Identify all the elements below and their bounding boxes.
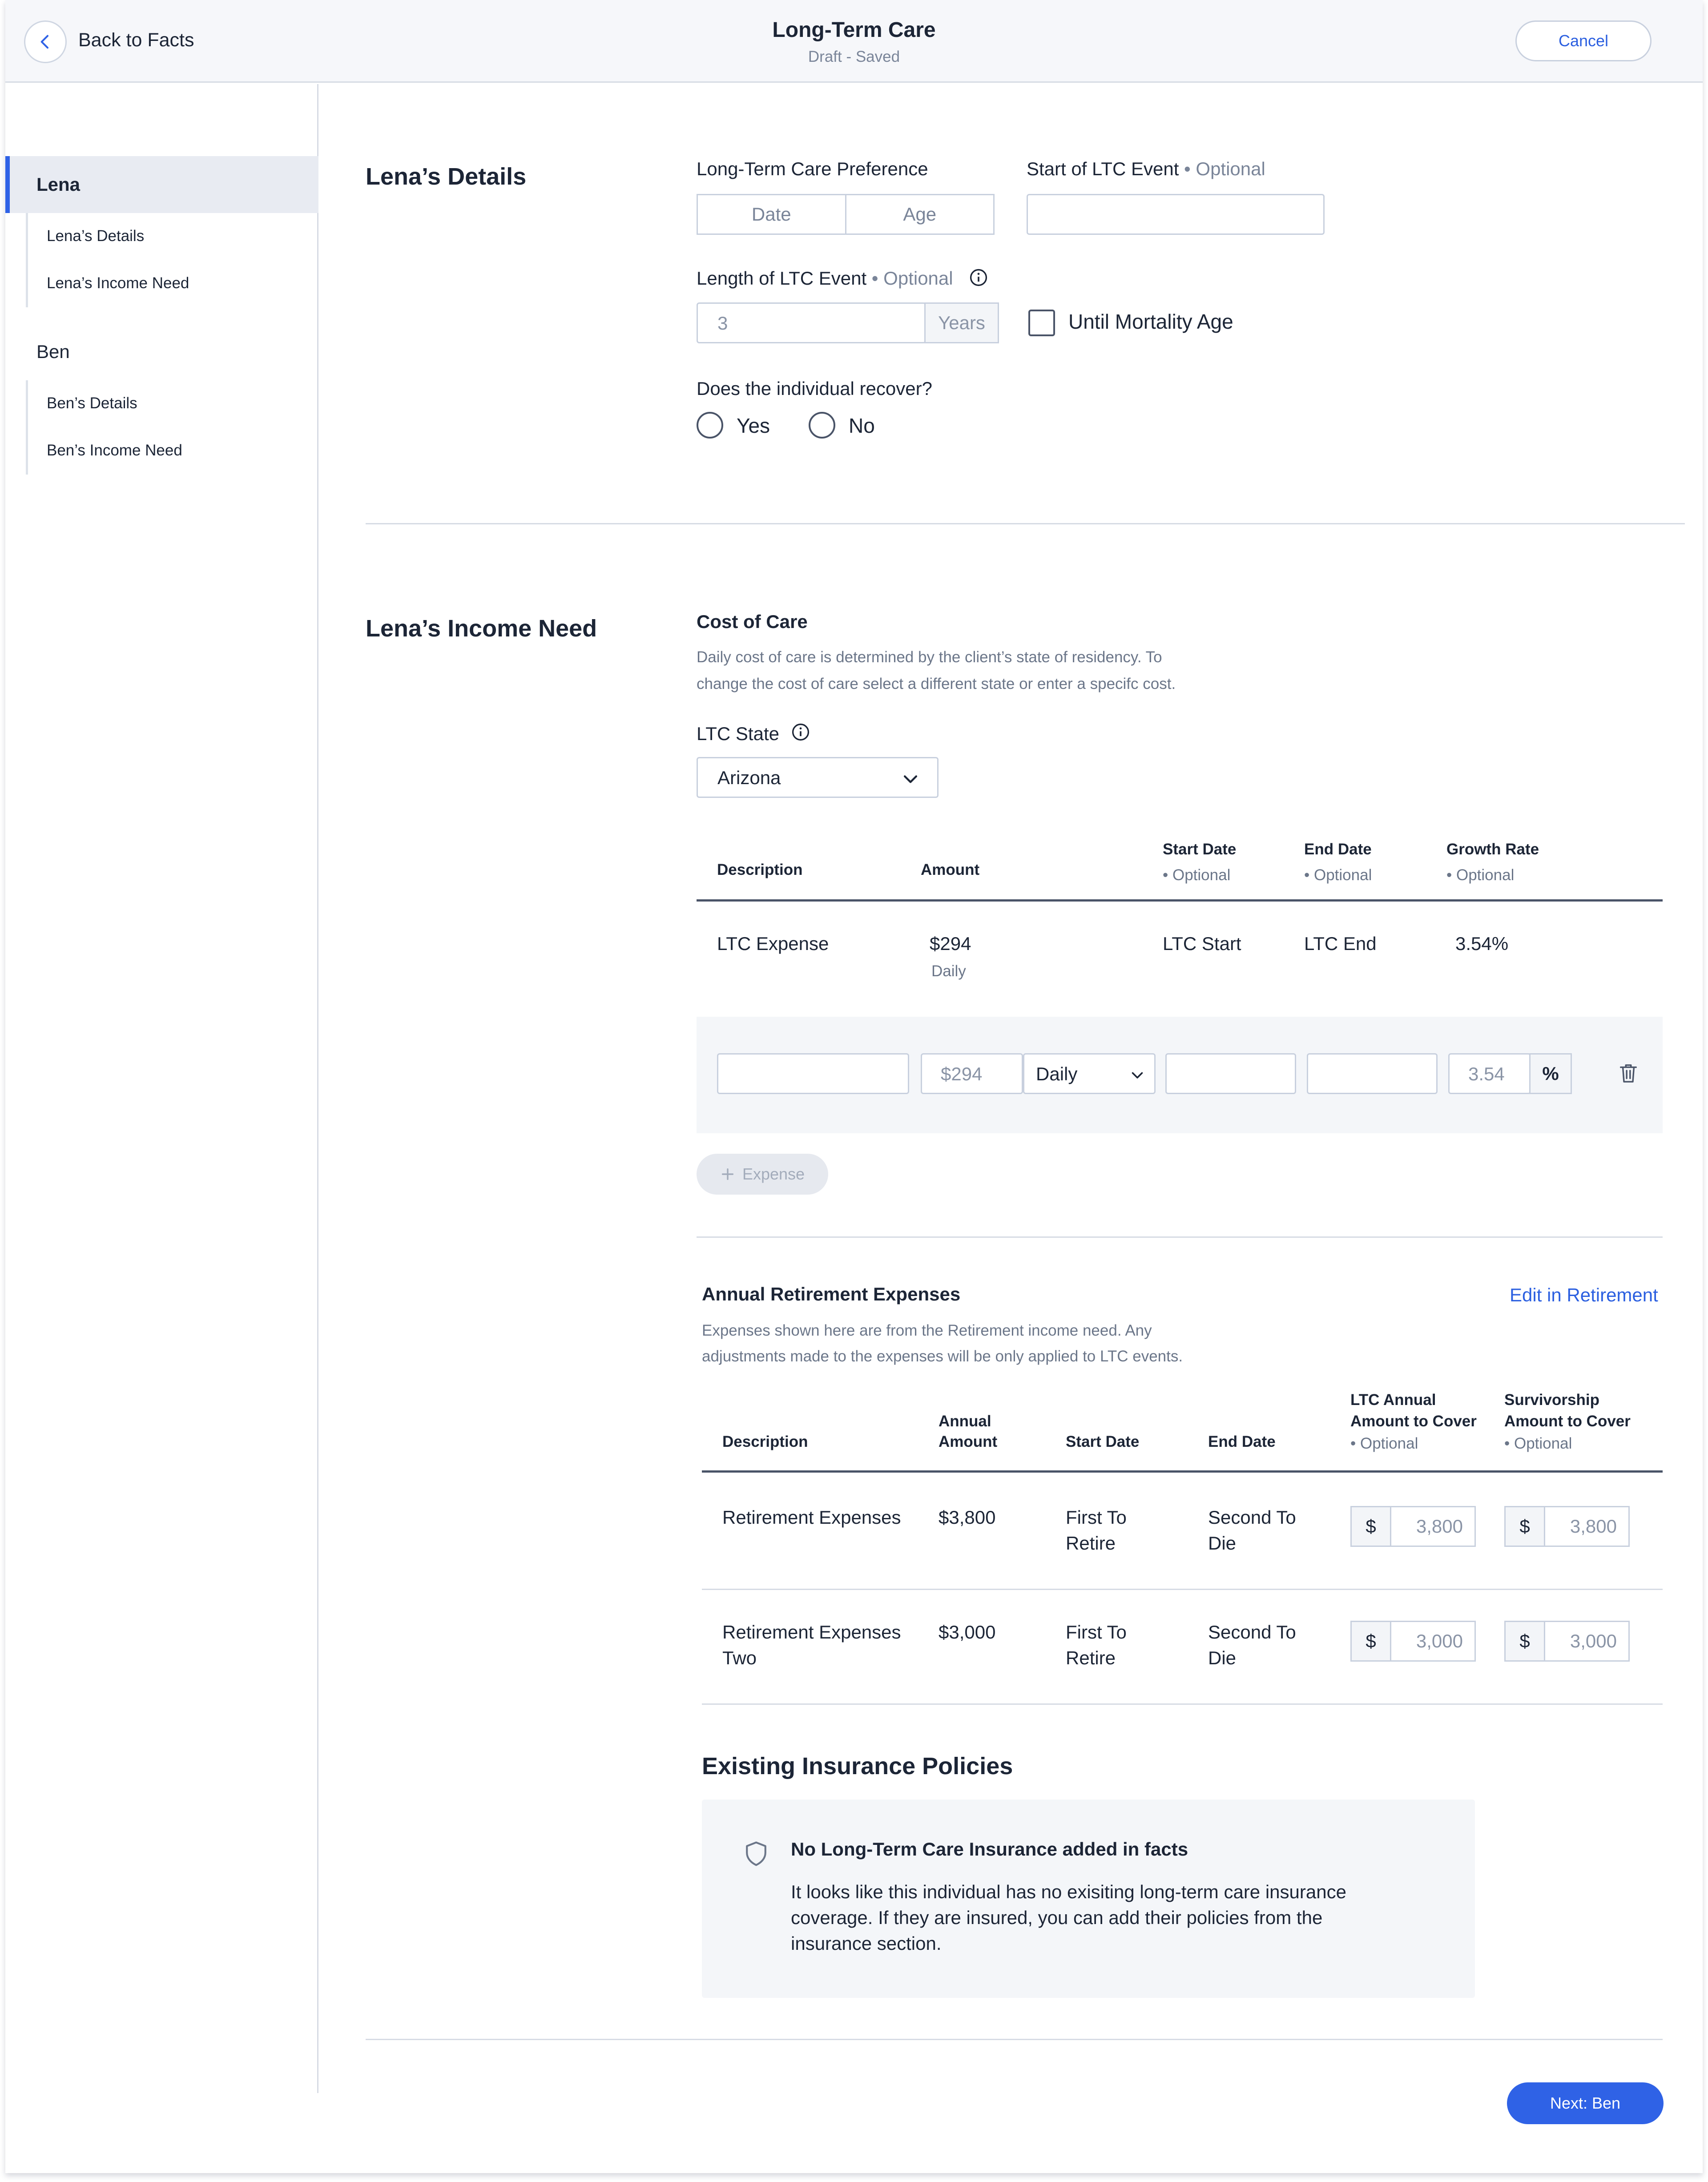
recover-label: Does the individual recover? [697,378,932,399]
sidebar-item-label: Ben’s Details [47,395,137,412]
preference-label: Long-Term Care Preference [697,158,928,179]
recover-yes-label: Yes [737,414,770,437]
ret-row1-surv-input[interactable] [1504,1506,1630,1547]
top-header [5,0,1703,83]
sidebar-item-label: Ben’s Income Need [47,442,182,459]
sidebar-person-label: Lena [36,174,81,195]
ret-row2-description-2: Two [722,1647,757,1668]
ret-row2-start-1: First To [1066,1622,1127,1643]
ret-row1-description: Retirement Expenses [722,1507,901,1528]
table-header-rule [697,899,1663,902]
section-divider [697,1236,1663,1238]
ltc-state-select[interactable] [697,757,939,798]
ret-col-start: Start Date [1066,1433,1140,1450]
expense-frequency: Daily [931,962,966,980]
growth-placeholder: 3.54 [1468,1063,1505,1084]
col-amount: Amount [921,861,980,878]
recover-no-label: No [849,414,875,437]
expense-start: LTC Start [1163,933,1241,954]
ret-row2-description-1: Retirement Expenses [722,1622,901,1643]
expense-description-input[interactable] [717,1053,909,1094]
ret-col-surv-optional: • Optional [1504,1435,1572,1452]
sidebar-person-lena[interactable] [5,156,318,213]
years-addon: Years [924,302,999,343]
insurance-empty-state [702,1800,1475,1998]
col-end-optional: • Optional [1304,866,1372,884]
start-ltc-input[interactable] [1027,194,1325,235]
retirement-title: Annual Retirement Expenses [702,1284,961,1304]
add-expense-button[interactable] [697,1154,828,1195]
currency-prefix: $ [1504,1621,1545,1662]
ret-col-ltc-1: LTC Annual [1350,1391,1436,1409]
ret-row1-start-2: Retire [1066,1533,1116,1554]
insurance-empty-line2: coverage. If they are insured, you can add their policies from the [791,1907,1323,1928]
frequency-select[interactable] [1023,1053,1156,1094]
preference-toggle [697,194,995,235]
expense-amount-input[interactable] [921,1053,1023,1094]
expense-growth: 3.54% [1455,933,1509,954]
ret-row1-ltc-input[interactable] [1350,1506,1476,1547]
currency-prefix: $ [1350,1621,1391,1662]
sidebar-item-label: Lena’s Details [47,227,145,245]
cost-of-care-title: Cost of Care [697,611,808,632]
amount-placeholder: $294 [941,1063,983,1084]
ret-col-surv-1: Survivorship [1504,1391,1599,1409]
page-frame [5,0,1703,2173]
sidebar-item-lena-income[interactable] [26,260,293,307]
ret-col-ltc-optional: • Optional [1350,1435,1418,1452]
section-divider [366,523,1685,524]
col-growth-rate: Growth Rate [1446,841,1539,858]
ret-col-ltc-2: Amount to Cover [1350,1413,1477,1430]
shield-icon [744,1840,769,1867]
info-icon[interactable] [791,722,810,742]
length-ltc-label-text: Length of LTC Event [697,268,867,289]
ret-row2-surv-input[interactable] [1504,1621,1630,1662]
cost-desc-line1: Daily cost of care is determined by the client’s state of residency. To [697,648,1162,666]
details-section-title: Lena’s Details [366,163,527,190]
ltc-state-value: Arizona [717,767,781,788]
sidebar [5,84,318,2093]
ret-col-end: End Date [1208,1433,1276,1450]
currency-prefix: $ [1350,1506,1391,1547]
section-divider [366,2039,1663,2040]
sidebar-item-ben-details[interactable] [26,380,293,427]
table-header-rule [702,1470,1663,1473]
col-end-date: End Date [1304,841,1372,858]
cost-desc-line2: change the cost of care select a different state or enter a specifc cost. [697,675,1176,692]
optional-tag: • Optional [1184,158,1265,179]
insurance-empty-line1: It looks like this individual has no exisiting long-term care insurance [791,1881,1346,1902]
expense-end-input[interactable] [1307,1053,1438,1094]
length-ltc-input[interactable] [697,302,926,343]
expense-start-input[interactable] [1165,1053,1296,1094]
ltc-state-label: LTC State [697,723,779,744]
recover-no-radio[interactable] [809,412,835,439]
ret-col-surv-2: Amount to Cover [1504,1413,1631,1430]
mortality-label: Until Mortality Age [1068,310,1233,333]
info-icon[interactable] [969,268,988,287]
currency-prefix: $ [1504,1506,1545,1547]
frequency-value: Daily [1036,1063,1078,1084]
ret-col-annual-1: Annual [939,1413,991,1430]
sidebar-item-ben-income[interactable] [26,427,293,475]
recover-yes-radio[interactable] [697,412,723,439]
back-link[interactable]: Back to Facts [78,29,194,51]
trash-icon[interactable] [1618,1062,1639,1084]
length-ltc-label [697,268,953,289]
col-growth-optional: • Optional [1446,866,1515,884]
preference-option-age[interactable]: Age [845,195,994,233]
cancel-button[interactable]: Cancel [1515,20,1652,61]
sidebar-item-label: Lena’s Income Need [47,274,189,292]
col-description: Description [717,861,803,878]
expense-amount: $294 [930,933,971,954]
chevron-down-icon [901,769,920,789]
ret-col-description: Description [722,1433,808,1450]
retirement-desc-line2: adjustments made to the expenses will be only applied to LTC events. [702,1348,1183,1365]
edit-in-retirement-link[interactable]: Edit in Retirement [1510,1284,1658,1305]
row-divider [702,1703,1663,1705]
growth-rate-input[interactable] [1448,1053,1531,1094]
ret-row1-end-1: Second To [1208,1507,1296,1528]
page-title: Long-Term Care [772,18,936,42]
save-status: Draft - Saved [808,48,900,65]
ltc-amount-value: 3,000 [1391,1621,1476,1662]
expense-description: LTC Expense [717,933,829,954]
row-divider [702,1589,1663,1590]
ltc-amount-value: 3,800 [1391,1506,1476,1547]
ret-row1-end-2: Die [1208,1533,1237,1554]
ret-col-annual-2: Amount [939,1433,998,1450]
chevron-down-icon [1129,1067,1145,1083]
sidebar-person-ben[interactable]: Ben [36,341,70,362]
ret-row2-amount: $3,000 [939,1622,996,1643]
add-expense-label: Expense [742,1165,805,1183]
sidebar-item-lena-details[interactable] [26,213,293,260]
next-button[interactable]: Next: Ben [1507,2082,1664,2124]
length-placeholder: 3 [717,313,728,334]
insurance-title: Existing Insurance Policies [702,1753,1013,1779]
col-start-date: Start Date [1163,841,1237,858]
optional-tag: • Optional [871,268,953,289]
income-section-title: Lena’s Income Need [366,615,597,642]
start-ltc-label [1027,158,1265,180]
ret-row2-end-2: Die [1208,1647,1237,1668]
mortality-checkbox[interactable] [1028,310,1055,336]
ret-row2-start-2: Retire [1066,1647,1116,1668]
plus-icon [720,1167,735,1182]
ret-row2-end-1: Second To [1208,1622,1296,1643]
insurance-empty-line3: insurance section. [791,1933,942,1954]
insurance-empty-title: No Long-Term Care Insurance added in facts [791,1839,1188,1860]
start-ltc-label-text: Start of LTC Event [1027,158,1179,179]
col-start-optional: • Optional [1163,866,1231,884]
percent-addon: % [1529,1053,1572,1094]
ret-row1-start-1: First To [1066,1507,1127,1528]
surv-amount-value: 3,000 [1545,1621,1630,1662]
expense-end: LTC End [1304,933,1377,954]
preference-option-date[interactable]: Date [751,204,791,225]
retirement-desc-line1: Expenses shown here are from the Retirement income need. Any [702,1322,1152,1339]
surv-amount-value: 3,800 [1545,1506,1630,1547]
ret-row2-ltc-input[interactable] [1350,1621,1476,1662]
ret-row1-amount: $3,800 [939,1507,996,1528]
